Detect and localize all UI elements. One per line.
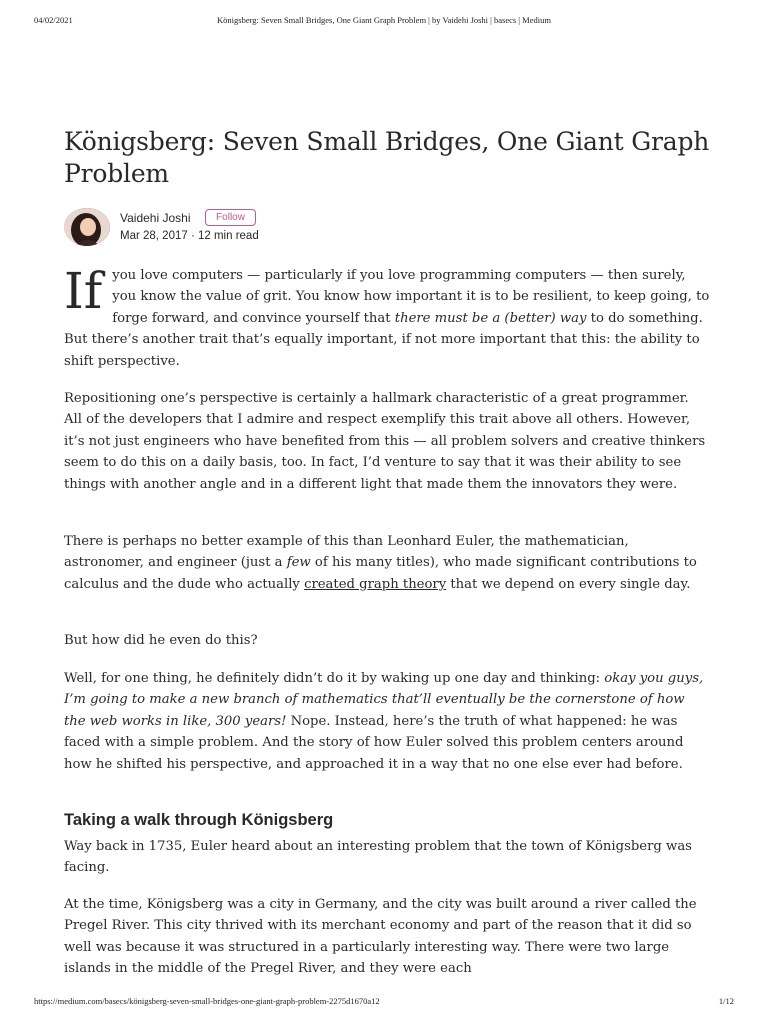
paragraph-text: that we depend on every single day. — [446, 576, 691, 592]
print-date: 04/02/2021 — [34, 15, 73, 25]
paragraph-text: of his many titles), who made significant contributions to calculus and the dude who actually — [64, 555, 697, 592]
avatar-portrait-icon — [64, 208, 110, 246]
drop-cap: If — [64, 262, 103, 320]
paragraph-emphasis: okay you guys, I’m going to make a new branch of mathematics that’ll eventually be the cornerstone of how the web works in like, 300 years! — [64, 671, 704, 729]
paragraph-text: you love computers — particularly if you love programming computers — then surely, you know the value of grit. You know how important it is to be resilient, to keep going, to forge forward, and convince yourself that — [112, 268, 710, 326]
article-title: Königsberg: Seven Small Bridges, One Giant Graph Problem — [64, 127, 710, 188]
print-footer — [0, 996, 768, 1008]
paragraph-truth — [64, 668, 710, 775]
section-heading: Taking a walk through Königsberg — [64, 811, 334, 829]
paragraph-1735: Way back in 1735, Euler heard about an interesting problem that the town of Königsberg was facing. — [64, 839, 692, 876]
author-avatar[interactable] — [64, 208, 110, 246]
paragraph-intro — [64, 262, 710, 372]
print-page-title: Königsberg: Seven Small Bridges, One Giant Graph Problem | by Vaidehi Joshi | basecs | Medium — [217, 15, 551, 25]
author-name[interactable]: Vaidehi Joshi — [120, 211, 191, 225]
paragraph-emphasis: few — [286, 555, 311, 571]
byline — [64, 208, 464, 246]
paragraph-text: There is perhaps no better example of this than Leonhard Euler, the mathematician, astronomer, and engineer (just a — [64, 534, 629, 571]
print-url: https://medium.com/basecs/königsberg-seven-small-bridges-one-giant-graph-problem-2275d1670a12 — [34, 996, 380, 1006]
paragraph-text: Nope. Instead, here’s the truth of what happened: he was faced with a simple problem. And the story of how Euler solved this problem centers around how he shifted his perspective, and approached it in a way that no one else ever had before. — [64, 713, 684, 772]
print-page-number: 1/12 — [718, 996, 734, 1006]
paragraph-konigsberg: At the time, Königsberg was a city in Germany, and the city was built around a river called the Pregel River. This city thrived with its merchant economy and part of the reason that it did so well was because it was structured in a particularly interesting way. There were two large islands in the middle of the Pregel River, and they were each — [64, 897, 697, 977]
paragraph-euler — [64, 531, 710, 595]
graph-theory-link[interactable]: created graph theory — [304, 576, 447, 592]
paragraph-text: Well, for one thing, he definitely didn’t do it by waking up one day and thinking: — [64, 671, 605, 686]
paragraph-emphasis: there must be a (better) way — [394, 310, 587, 326]
print-header — [0, 15, 768, 27]
paragraph-text: to do something. But there’s another trait that’s equally important, if not more important that this: the ability to shift perspective. — [64, 310, 703, 369]
paragraph-perspective: Repositioning one’s perspective is certainly a hallmark characteristic of a great programmer. All of the developers that I admire and respect exemplify this trait above all others. However, it’s not just engineers who have benefited from this — all problem solvers and creative thinkers seem to do this on a daily basis, too. In fact, I’d venture to say that it was their ability to see things with another angle and in a different light that made them the innovators they were. — [64, 391, 706, 492]
post-meta: Mar 28, 2017 · 12 min read — [120, 230, 259, 242]
paragraph-question: But how did he even do this? — [64, 633, 258, 648]
follow-button[interactable]: Follow — [205, 209, 256, 226]
